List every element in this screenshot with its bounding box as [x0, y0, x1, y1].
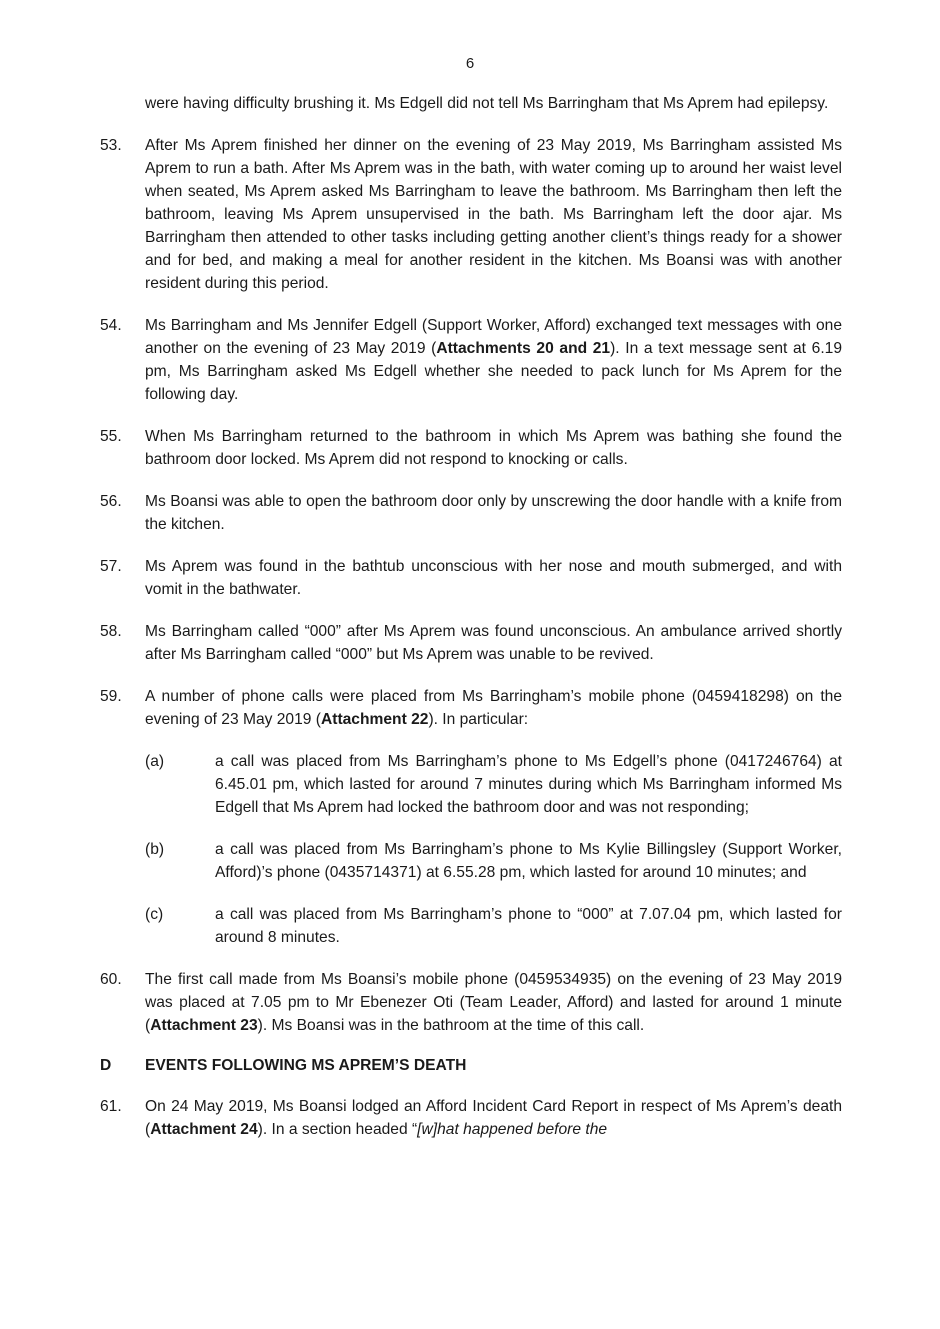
paragraph-text: When Ms Barringham returned to the bathroom in which Ms Aprem was bathing she found the bathroom door locked. Ms Aprem did not respond to knocking or calls.: [145, 428, 842, 468]
paragraph-text: [145, 1095, 842, 1141]
paragraph-text: Ms Boansi was able to open the bathroom door only by unscrewing the door handle with a knife from the kitchen.: [145, 493, 842, 533]
text-segment: The first call made from Ms Boansi’s mobile phone (0459534935) on the evening of 23 May 2019 was placed at 7.05 pm to Mr Ebenezer Oti (Team Leader, Afford) and lasted for around 1 minute (: [145, 971, 842, 1034]
text-segment: Ms Barringham and Ms Jennifer Edgell (Support Worker, Afford) exchanged text messages with one another on the evening of 23 May 2019 (: [145, 317, 842, 357]
text-segment: On 24 May 2019, Ms Boansi lodged an Afford Incident Card Report in respect of Ms Aprem’s death (: [145, 1098, 842, 1138]
paragraph-61: [100, 1095, 842, 1141]
sub-paragraph-label: (b): [145, 841, 165, 858]
paragraph-number: 55.: [100, 428, 122, 445]
text-segment: ). In a section headed “: [257, 1121, 418, 1138]
paragraph-56: [100, 490, 842, 536]
text-segment: ). In a text message sent at 6.19 pm, Ms Barringham asked Ms Edgell whether she needed to pack lunch for Ms Aprem for the following day.: [145, 340, 843, 403]
section-heading: [100, 1054, 842, 1077]
paragraph-number: 57.: [100, 558, 122, 575]
attachment-reference: Attachment 23: [150, 1017, 258, 1034]
paragraph-57: [100, 555, 842, 601]
paragraph-number: 60.: [100, 971, 122, 988]
attachment-reference: Attachment 22: [320, 711, 429, 728]
sub-paragraph-text: a call was placed from Ms Barringham’s phone to Ms Kylie Billingsley (Support Worker, Afford)’s phone (0435714371) at 6.55.28 pm, which lasted for around 10 minutes; and: [215, 841, 842, 881]
quoted-heading: [w]hat happened before the: [417, 1121, 608, 1138]
paragraph-text: [145, 968, 842, 1037]
sub-paragraph-a: [145, 750, 842, 819]
sub-paragraph-label: (c): [145, 906, 164, 923]
attachment-reference: Attachment 24: [150, 1121, 258, 1138]
document-body: [100, 92, 842, 1160]
paragraph-55: [100, 425, 842, 471]
section-letter: D: [100, 1057, 112, 1074]
paragraph-54: [100, 314, 842, 406]
text-segment: ). Ms Boansi was in the bathroom at the time of this call.: [257, 1017, 645, 1034]
paragraph-60: [100, 968, 842, 1037]
sub-paragraph-text: a call was placed from Ms Barringham’s phone to Ms Edgell’s phone (0417246764) at 6.45.01 pm, which lasted for around 7 minutes during which Ms Barringham informed Ms Edgell that Ms Aprem had locked the bathroom door and was not responding;: [215, 753, 842, 816]
paragraph-text: [145, 685, 842, 731]
sub-paragraph-c: [145, 903, 842, 949]
sub-paragraph-text: a call was placed from Ms Barringham’s phone to “000” at 7.07.04 pm, which lasted for around 8 minutes.: [215, 906, 842, 946]
paragraph-number: 53.: [100, 137, 122, 154]
attachment-reference: Attachments 20 and 21: [436, 340, 611, 357]
sub-paragraph-list: [145, 750, 842, 949]
page-number: 6: [465, 55, 475, 72]
paragraph-number: 54.: [100, 317, 122, 334]
paragraph-number: 61.: [100, 1098, 122, 1115]
paragraph-53: [100, 134, 842, 295]
paragraph-number: 59.: [100, 688, 122, 705]
continuation-paragraph: were having difficulty brushing it. Ms Edgell did not tell Ms Barringham that Ms Aprem had epilepsy.: [145, 95, 829, 112]
paragraph-text: After Ms Aprem finished her dinner on the evening of 23 May 2019, Ms Barringham assisted Ms Aprem to run a bath. After Ms Aprem was in the bath, with water coming up to around her waist level when seated, Ms Aprem asked Ms Barringham to leave the bathroom. Ms Barringham then left the bathroom, leaving Ms Aprem unsupervised in the bath. Ms Barringham left the door ajar. Ms Barringham then attended to other tasks including getting another client’s things ready for a shower and for bed, and making a meal for another resident in the kitchen. Ms Boansi was with another resident during this period.: [145, 137, 842, 292]
paragraph-number: 58.: [100, 623, 122, 640]
section-title: EVENTS FOLLOWING MS APREM’S DEATH: [145, 1057, 467, 1074]
paragraph-58: [100, 620, 842, 666]
paragraph-text: [145, 314, 842, 406]
paragraph-number: 56.: [100, 493, 122, 510]
text-segment: ). In particular:: [428, 711, 529, 728]
sub-paragraph-b: [145, 838, 842, 884]
paragraph-text: Ms Barringham called “000” after Ms Aprem was found unconscious. An ambulance arrived shortly after Ms Barringham called “000” but Ms Aprem was unable to be revived.: [145, 623, 842, 663]
paragraph-text: Ms Aprem was found in the bathtub unconscious with her nose and mouth submerged, and with vomit in the bathwater.: [145, 558, 842, 598]
paragraph-59: [100, 685, 842, 731]
sub-paragraph-label: (a): [145, 753, 165, 770]
text-segment: A number of phone calls were placed from Ms Barringham’s mobile phone (0459418298) on the evening of 23 May 2019 (: [145, 688, 842, 728]
